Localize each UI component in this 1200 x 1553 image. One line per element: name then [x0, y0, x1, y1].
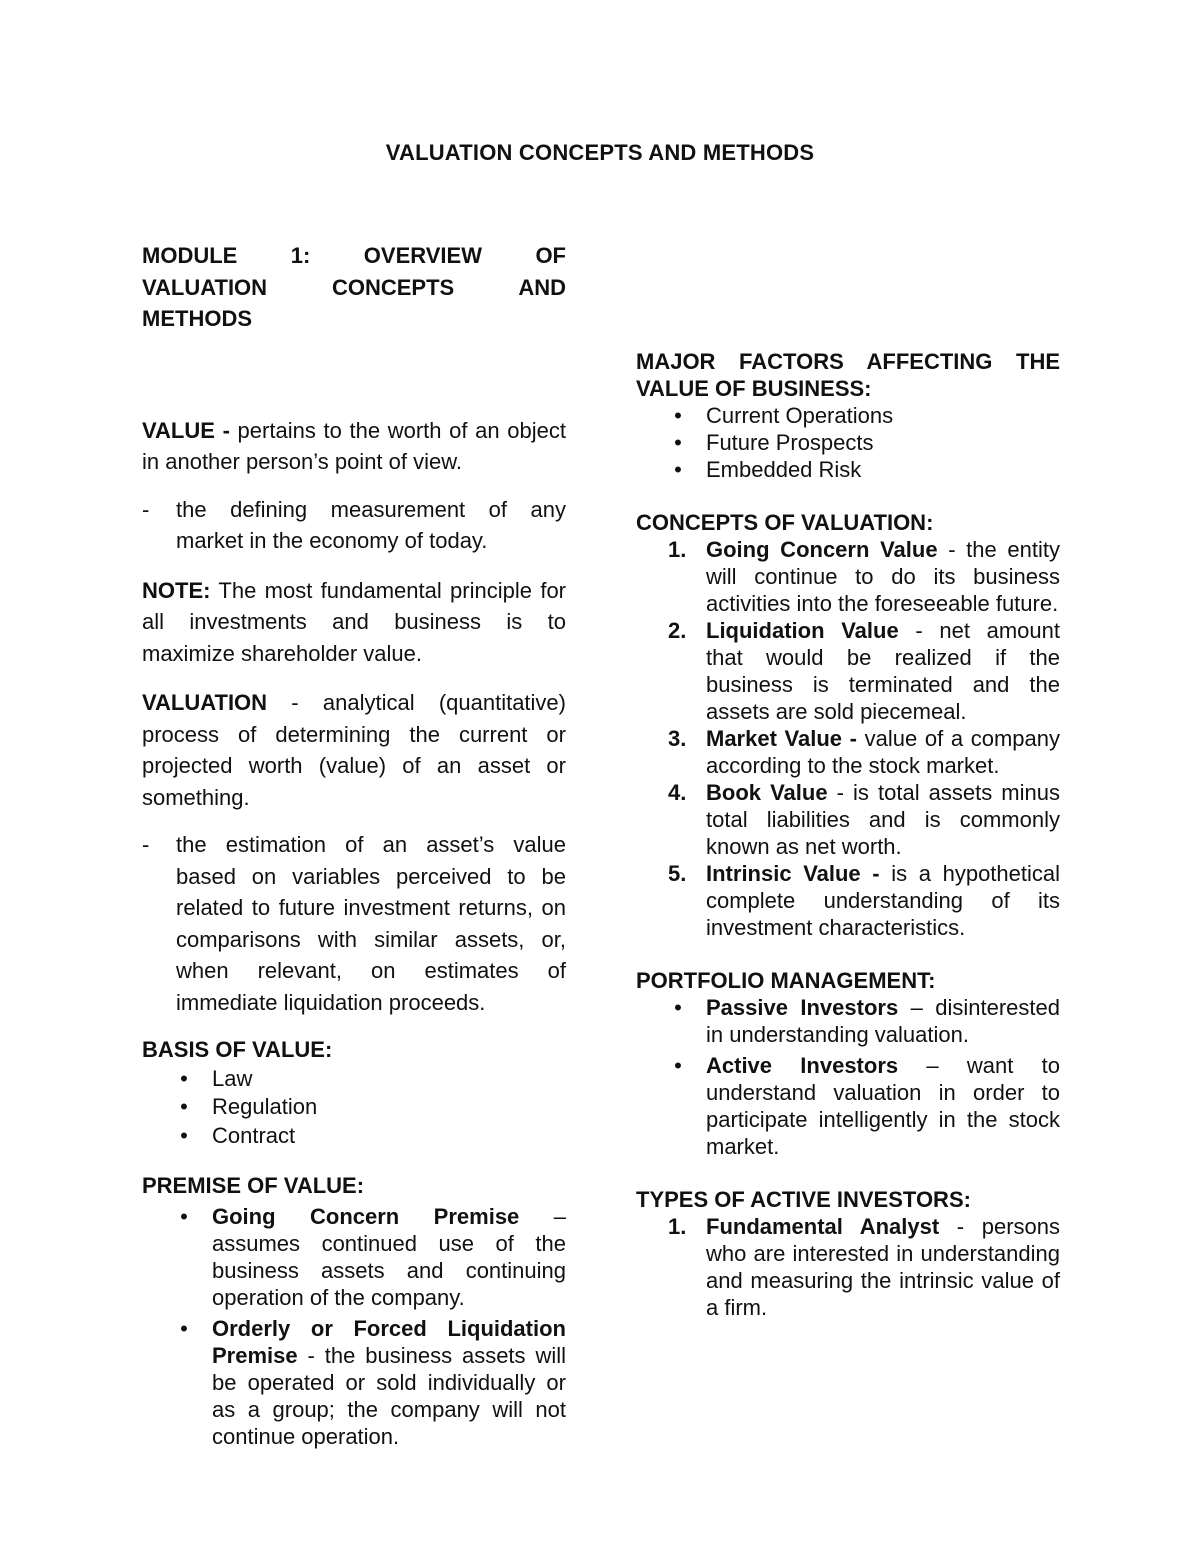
list-item-text: - net amount that would be realized if the business is terminated and the assets are sold piecemeal.: [706, 618, 1060, 724]
list-item: [142, 1315, 566, 1450]
value-definition: [142, 415, 566, 478]
list-item: [636, 1052, 1060, 1160]
bullet-glyph: •: [674, 1053, 682, 1078]
section-heading: CONCEPTS OF VALUATION:: [636, 510, 934, 535]
active-types-section: [636, 1186, 1060, 1321]
list-item: [636, 994, 1060, 1048]
major-factors-list: [636, 402, 1060, 483]
concepts-section: [636, 509, 1060, 941]
dash-glyph: -: [142, 832, 150, 857]
list-item-text: Embedded Risk: [706, 457, 862, 482]
list-item: [142, 1065, 566, 1094]
list-item-text: - the entity will continue to do its business activities into the foreseeable future.: [706, 537, 1060, 616]
list-item-term: Going Concern Premise: [212, 1204, 520, 1229]
note-text: The most fundamental principle for all investments and business is to maximize shareholder value.: [142, 577, 566, 666]
list-item-text: Contract: [212, 1122, 296, 1148]
module-heading-line: VALUATION CONCEPTS AND: [142, 274, 566, 300]
list-item: [636, 779, 1060, 860]
list-item-term: Liquidation Value: [706, 618, 899, 643]
bullet-glyph: •: [180, 1316, 188, 1341]
page-title: VALUATION CONCEPTS AND METHODS: [385, 140, 815, 165]
premise-of-value-section: [142, 1172, 566, 1450]
basis-of-value-section: [142, 1036, 566, 1150]
column-continuation-spacer: [636, 240, 1060, 324]
list-item: [636, 617, 1060, 725]
module-heading-line: MODULE 1: OVERVIEW OF: [142, 243, 566, 268]
portfolio-list: [636, 994, 1060, 1160]
list-item-term: Active Investors: [706, 1053, 899, 1078]
list-item-term: Intrinsic Value -: [706, 861, 880, 886]
active-types-list: [636, 1213, 1060, 1321]
list-number: 3.: [668, 726, 687, 751]
premise-of-value-list: [142, 1203, 566, 1450]
valuation-text: - analytical (quantitative) process of determining the current or projected worth (value) of an asset or something.: [142, 690, 566, 810]
valuation-term: VALUATION: [142, 690, 268, 715]
list-number: 4.: [668, 780, 687, 805]
list-item: [636, 429, 1060, 456]
list-number: 1.: [668, 537, 687, 562]
list-item-text: - is total assets minus total liabilities and is commonly known as net worth.: [706, 780, 1060, 859]
list-number: 1.: [668, 1214, 687, 1239]
list-item: [142, 1203, 566, 1311]
list-item-text: – assumes continued use of the business assets and continuing operation of the company.: [212, 1204, 566, 1310]
list-item-text: Law: [212, 1065, 253, 1091]
bullet-glyph: •: [674, 457, 682, 482]
left-column: [142, 240, 566, 1450]
list-item: [636, 725, 1060, 779]
valuation-sub-text: the estimation of an asset’s value based on variables perceived to be related to future investment returns, on comparisons with similar assets, or, when relevant, on estimates of immediate liquidation proceeds.: [176, 832, 566, 1015]
list-item: [636, 402, 1060, 429]
bullet-glyph: •: [674, 430, 682, 455]
list-item-term: Book Value: [706, 780, 828, 805]
list-number: 5.: [668, 861, 687, 886]
list-item: [636, 1213, 1060, 1321]
list-item-term: Going Concern Value: [706, 537, 938, 562]
list-item-text: - the business assets will be operated or sold individually or as a group; the company will not continue operation.: [212, 1343, 566, 1449]
bullet-glyph: •: [674, 995, 682, 1020]
list-item-text: Future Prospects: [706, 430, 874, 455]
value-text: pertains to the worth of an object in another person’s point of view.: [142, 417, 566, 474]
list-item: [636, 860, 1060, 941]
module-heading-line: METHODS: [142, 306, 252, 331]
basis-of-value-list: [142, 1065, 566, 1151]
value-term: VALUE -: [142, 417, 230, 443]
bullet-glyph: •: [180, 1094, 188, 1119]
portfolio-section: [636, 967, 1060, 1160]
section-heading: BASIS OF VALUE:: [142, 1037, 333, 1062]
value-sub-text: the defining measurement of any market in the economy of today.: [176, 496, 566, 553]
concepts-list: [636, 536, 1060, 941]
list-item-text: – want to understand valuation in order to participate intelligently in the stock market.: [706, 1053, 1060, 1159]
list-item-text: - persons who are interested in understanding and measuring the intrinsic value of a firm.: [706, 1214, 1060, 1320]
list-item-text: – disinterested in understanding valuation.: [706, 995, 1060, 1047]
list-item: [636, 456, 1060, 483]
list-item: [142, 1122, 566, 1151]
list-number: 2.: [668, 618, 687, 643]
dash-glyph: -: [142, 496, 150, 522]
list-item: [142, 1093, 566, 1122]
list-item-term: Passive Investors: [706, 995, 899, 1020]
list-item: [636, 536, 1060, 617]
section-heading: MAJOR FACTORS AFFECTING THE VALUE OF BUSINESS:: [636, 349, 1060, 401]
section-heading: PORTFOLIO MANAGEMENT:: [636, 968, 936, 993]
section-heading: TYPES OF ACTIVE INVESTORS:: [636, 1187, 971, 1212]
right-column: [636, 240, 1060, 1321]
list-item-text: Regulation: [212, 1094, 318, 1119]
section-heading: PREMISE OF VALUE:: [142, 1173, 365, 1198]
list-item-text: Current Operations: [706, 403, 894, 428]
list-item-term: Orderly or Forced Liquidation Premise: [212, 1316, 566, 1368]
bullet-glyph: •: [180, 1065, 188, 1091]
note-label: NOTE:: [142, 577, 211, 603]
value-sub-point: [142, 494, 566, 557]
module-heading: [142, 240, 566, 335]
list-item-text: is a hypothetical complete understanding of its investment characteristics.: [706, 861, 1061, 940]
major-factors-section: [636, 348, 1060, 483]
valuation-definition: [142, 687, 566, 813]
valuation-sub-point: [142, 829, 566, 1018]
list-item-text: value of a company according to the stock market.: [706, 726, 1060, 778]
bullet-glyph: •: [180, 1122, 188, 1148]
bullet-glyph: •: [674, 403, 682, 428]
note-paragraph: [142, 575, 566, 670]
bullet-glyph: •: [180, 1204, 188, 1229]
list-item-term: Fundamental Analyst: [706, 1214, 940, 1239]
list-item-term: Market Value -: [706, 726, 857, 751]
